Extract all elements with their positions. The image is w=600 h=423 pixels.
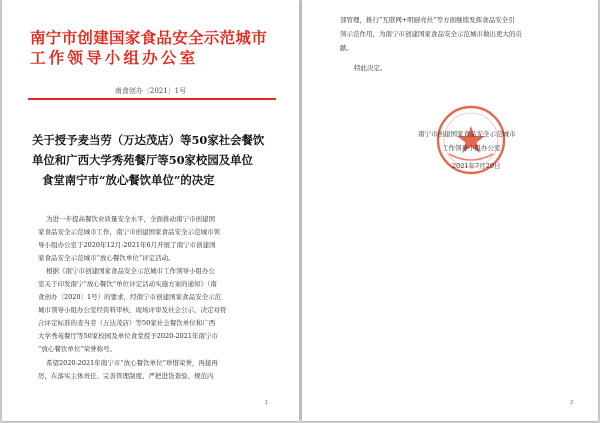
document-title-line: 食堂南宁市“放心餐饮单位”的决定 xyxy=(42,173,215,187)
body-text-line: 献。 xyxy=(340,44,353,52)
body-text-line: 厉，在落实主体责任、完善管理制度、严把进货查验、规范内 xyxy=(38,372,214,380)
document-page-2 xyxy=(302,0,598,421)
body-text-line: 为进一步提高餐饮业质量安全水平，全面推动南宁市创建国 xyxy=(46,215,215,223)
body-text-line: 根据《南宁市创建国家食品安全示范城市工作领导小组办公 xyxy=(46,267,215,275)
body-text-line: 导小组办公室于2020年12月-2021年6月开展了南宁市创建国 xyxy=(38,241,216,249)
body-text-line: 家食品安全示范城市“放心餐饮单位”评定活动。 xyxy=(38,254,175,262)
closing-statement: 特此决定。 xyxy=(354,64,387,72)
body-text-line: 食创办〔2020〕1号）的要求，经南宁市创建国家食品安全示范 xyxy=(38,293,222,301)
document-title-line: 关于授予麦当劳（万达茂店）等50家社会餐饮 xyxy=(32,133,265,147)
signature-office: 工作领导小组办公室 xyxy=(442,144,501,152)
red-divider-line xyxy=(28,98,276,100)
body-text-line: 城市领导小组办公室经资料审核、现场评审及社会公示，决定对符 xyxy=(38,306,227,314)
signature-date: 2021年7月29日 xyxy=(452,162,501,170)
page-number: 2 xyxy=(570,400,574,406)
body-text-line: 部管理，推行“互联网+明厨亮灶”等方面继续发挥食品安全引 xyxy=(340,16,515,24)
body-text-line: 合评定标准的麦当劳（万达茂店）等50家社会餐饮单位和广西 xyxy=(38,319,216,327)
body-text-line: 希望2020-2021年南宁市“放心餐饮单位”珍惜荣誉，再接再 xyxy=(46,359,218,367)
body-text-line: 家食品安全示范城市工作，南宁市创建国家食品安全示范城市领 xyxy=(38,228,220,236)
issuer-header-line2: 工作领导小组办公室 xyxy=(30,48,199,67)
signature-organization: 南宁市创建国家食品安全示范城市 xyxy=(418,130,516,138)
issuer-header-line1: 南宁市创建国家食品安全示范城市 xyxy=(30,28,268,47)
page-number: 1 xyxy=(265,400,269,406)
body-text-line: “放心餐饮单位”荣誉称号。 xyxy=(38,345,117,353)
body-text-line: 领示范作用，为南宁市创建国家食品安全示范城市做出更大的贡 xyxy=(340,30,522,38)
body-text-line: 大学秀苑餐厅等50家校园及单位食堂授予2020-2021年南宁市 xyxy=(38,332,219,340)
document-page-1 xyxy=(2,0,299,421)
document-title-line: 单位和广西大学秀苑餐厅等50家校园及单位 xyxy=(32,153,253,167)
body-text-line: 室关于印发南宁“放心餐饮”单位评定活动实施方案的通知》（南 xyxy=(38,280,217,288)
document-number: 南食创办〔2021〕1号 xyxy=(114,87,187,95)
